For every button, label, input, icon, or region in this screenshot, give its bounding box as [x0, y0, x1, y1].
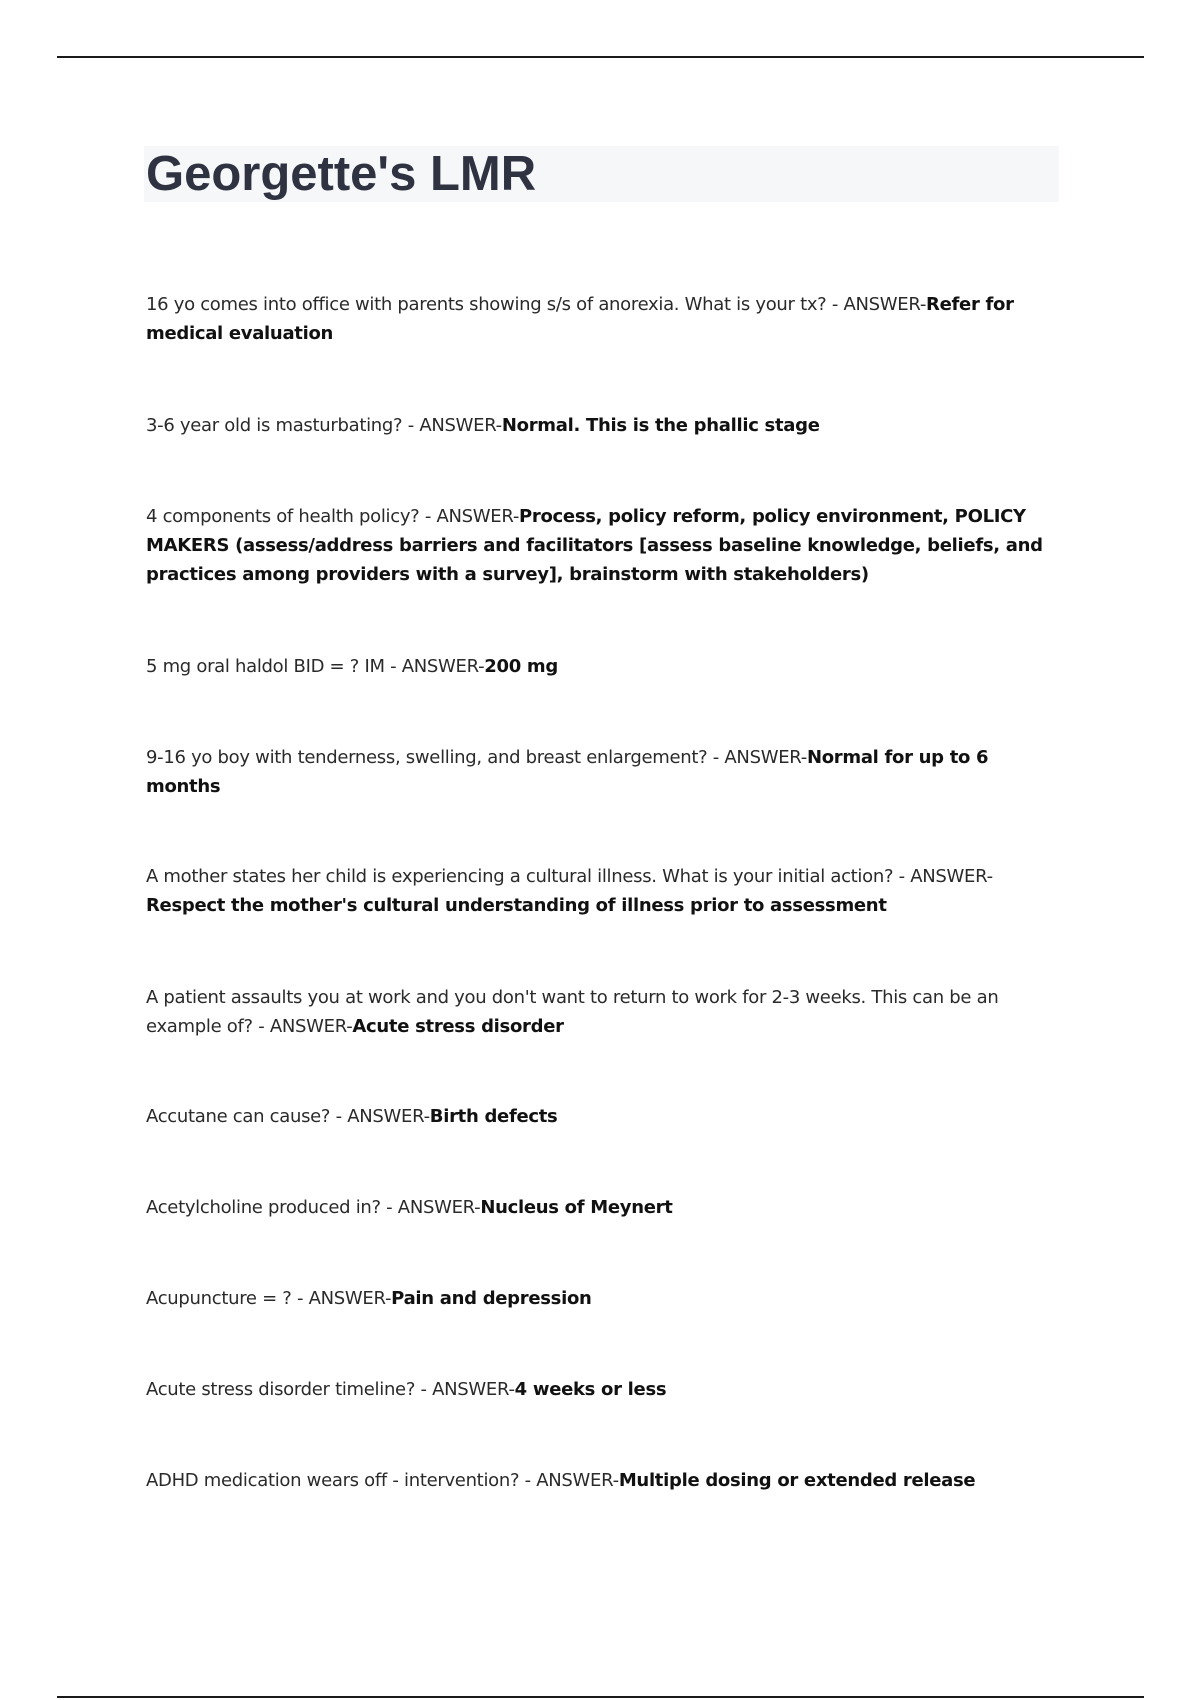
- answer-text: Nucleus of Meynert: [480, 1197, 673, 1218]
- answer-separator: - ANSWER-: [330, 1106, 430, 1127]
- answer-separator: - ANSWER-: [384, 656, 485, 677]
- answer-separator: - ANSWER-: [291, 1288, 392, 1309]
- question-text: 9-16 yo boy with tenderness, swelling, and breast enlargement?: [146, 747, 708, 768]
- bottom-rule: [57, 1696, 1144, 1698]
- qa-item: [146, 983, 1066, 1041]
- answer-text: Respect the mother's cultural understanding of illness prior to assessment: [146, 895, 887, 916]
- answer-text: Multiple dosing or extended release: [618, 1470, 976, 1491]
- document-title: Georgette's LMR: [146, 147, 537, 201]
- answer-text: Birth defects: [429, 1106, 558, 1127]
- answer-separator: - ANSWER-: [419, 506, 520, 527]
- qa-item: [146, 1466, 1066, 1495]
- question-text: Acupuncture = ?: [146, 1288, 292, 1309]
- question-text: A patient assaults you at work and you don't want to return to work for 2-3 weeks. This can be an example of?: [146, 987, 999, 1037]
- qa-item: [146, 290, 1066, 348]
- qa-item: [146, 1193, 1066, 1222]
- qa-item: [146, 862, 1066, 920]
- answer-separator: - ANSWER-: [415, 1379, 515, 1400]
- answer-separator: - ANSWER-: [380, 1197, 481, 1218]
- answer-separator: - ANSWER-: [826, 294, 927, 315]
- question-text: Acute stress disorder timeline?: [146, 1379, 416, 1400]
- answer-text: Refer for medical evaluation: [146, 294, 1014, 344]
- qa-item: [146, 1375, 1066, 1404]
- qa-item: [146, 411, 1066, 440]
- answer-text: 200 mg: [484, 656, 558, 677]
- answer-text: Normal. This is the phallic stage: [501, 415, 820, 436]
- answer-text: Normal for up to 6 months: [146, 747, 989, 797]
- answer-separator: - ANSWER-: [893, 866, 993, 887]
- question-text: Accutane can cause?: [146, 1106, 331, 1127]
- qa-item: [146, 1102, 1066, 1131]
- qa-item: [146, 652, 1066, 681]
- answer-separator: - ANSWER-: [519, 1470, 619, 1491]
- qa-item: [146, 743, 1066, 801]
- answer-text: Process, policy reform, policy environment, POLICY MAKERS (assess/address barriers and facilitators [assess baseline knowledge, beliefs, and practices among providers with a survey], brainstorm with stakeholders): [146, 506, 1043, 585]
- answer-separator: - ANSWER-: [707, 747, 807, 768]
- answer-text: 4 weeks or less: [514, 1379, 667, 1400]
- answer-text: Pain and depression: [391, 1288, 592, 1309]
- qa-item: [146, 1284, 1066, 1313]
- answer-separator: - ANSWER-: [252, 1016, 353, 1037]
- question-text: 5 mg oral haldol BID = ? IM: [146, 656, 385, 677]
- qa-item: [146, 502, 1066, 589]
- answer-separator: - ANSWER-: [402, 415, 502, 436]
- question-text: 4 components of health policy?: [146, 506, 420, 527]
- top-rule: [57, 56, 1144, 58]
- question-text: 16 yo comes into office with parents showing s/s of anorexia. What is your tx?: [146, 294, 827, 315]
- question-text: 3-6 year old is masturbating?: [146, 415, 403, 436]
- question-text: A mother states her child is experiencing a cultural illness. What is your initial action?: [146, 866, 894, 887]
- answer-text: Acute stress disorder: [352, 1016, 564, 1037]
- question-text: Acetylcholine produced in?: [146, 1197, 381, 1218]
- question-text: ADHD medication wears off - intervention?: [146, 1470, 520, 1491]
